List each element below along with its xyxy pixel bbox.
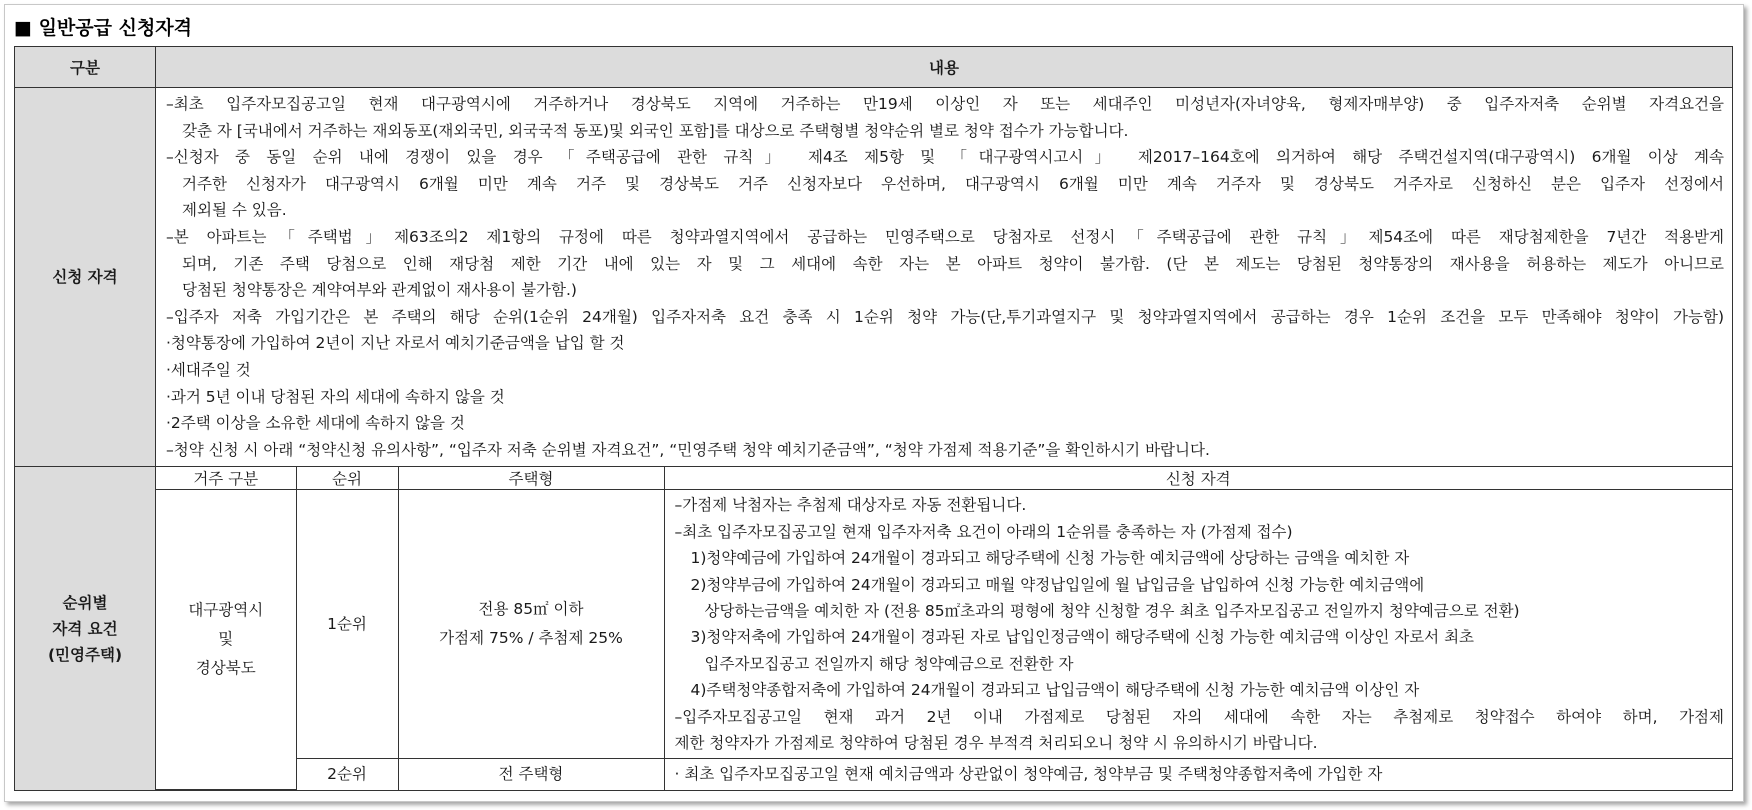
rank1-qualification-cell xyxy=(664,490,1732,759)
eligibility-table xyxy=(14,46,1733,791)
qualification-line: –최초 입주자모집공고일 현재 입주자저축 요건이 아래의 1순위를 충족하는 자 (가점제 접수) xyxy=(674,522,1293,541)
rank1-type-cell: 전용 85㎡ 이하 가점제 75% / 추첨제 25% xyxy=(398,490,664,759)
eligibility-line: 제외될 수 있음. xyxy=(182,201,287,220)
rank2-row xyxy=(156,759,1732,790)
subheader-housing-type: 주택형 xyxy=(398,467,664,490)
eligibility-row xyxy=(15,88,1733,467)
section-title: ■ 일반공급 신청자격 xyxy=(14,17,193,39)
qualification-item: 4)주택청약종합저축에 가입하여 24개월이 경과되고 납입금액이 해당주택에 신청 가능한 예치금액 이상인 자 xyxy=(690,681,1420,700)
header-content: 내용 xyxy=(156,47,1733,88)
eligibility-line: 갖춘 자 [국내에서 거주하는 재외동포(재외국민, 외국국적 동포)및 외국인 포함]를 대상으로 주택형별 청약순위 별로 청약 접수가 가능합니다. xyxy=(182,121,1129,140)
subtable-header-row xyxy=(156,467,1732,490)
eligibility-line: 당첨된 청약통장은 계약여부와 관계없이 재사용이 불가함.) xyxy=(182,281,577,300)
eligibility-line: –신청자 중 동일 순위 내에 경쟁이 있을 경우 「주택공급에 관한 규칙」 제4조 제5항 및 「대구광역시고시」 제2017–164호에 의거하여 해당 주택건설지역(대구광역시) 6개월 이상 계속 xyxy=(166,148,1724,167)
rank-subtable xyxy=(156,467,1732,790)
residence-cell: 대구광역시 및 경상북도 xyxy=(156,490,296,790)
eligibility-line: –최초 입주자모집공고일 현재 대구광역시에 거주하거나 경상북도 지역에 거주하는 만19세 이상인 자 또는 세대주인 미성년자(자녀양육, 형제자매부양) 중 입주자저축 순위별 자격요건을 xyxy=(166,95,1725,113)
qualification-line: –입주자모집공고일 현재 과거 2년 이내 가점제로 당첨된 자의 세대에 속한 자는 추첨제로 청약접수 하여야 하며, 가점제 xyxy=(674,707,1724,726)
eligibility-bullet: ·과거 5년 이내 당첨된 자의 세대에 속하지 않을 것 xyxy=(166,387,505,406)
rank-label: 순위별 자격 요건 (민영주택) xyxy=(15,467,156,791)
rank1-row xyxy=(156,490,1732,759)
qualification-line: 제한 청약자가 가점제로 청약하여 당첨된 경우 부적격 처리되오니 청약 시 유의하시기 바랍니다. xyxy=(674,733,1318,752)
eligibility-content xyxy=(156,88,1733,467)
rank-row xyxy=(15,467,1733,791)
eligibility-bullet: ·세대주일 것 xyxy=(166,360,251,379)
rank2-type-cell: 전 주택형 xyxy=(398,759,664,790)
eligibility-line: –입주자 저축 가입기간은 본 주택의 해당 순위(1순위 24개월) 입주자저축 요건 충족 시 1순위 청약 가능(단,투기과열지구 및 청약과열지역에서 공급하는 경우 1순위 조건을 모두 만족해야 청약이 가능함) xyxy=(166,307,1724,326)
rank1-cell: 1순위 xyxy=(296,490,398,759)
qualification-item: 입주자모집공고 전일까지 해당 청약예금으로 전환한 자 xyxy=(704,654,1074,673)
qualification-line: –가점제 낙첨자는 추첨제 대상자로 자동 전환됩니다. xyxy=(674,496,1027,515)
table-header-row xyxy=(15,47,1733,88)
header-category: 구분 xyxy=(15,47,156,88)
qualification-item: 3)청약저축에 가입하여 24개월이 경과된 자로 납입인정금액이 해당주택에 신청 가능한 예치금액 이상인 자로서 최초 xyxy=(690,628,1475,647)
subheader-residence: 거주 구분 xyxy=(156,467,296,490)
rank-content xyxy=(156,467,1733,791)
eligibility-line: –청약 신청 시 아래 “청약신청 유의사항”, “입주자 저축 순위별 자격요건”, “민영주택 청약 예치기준금액”, “청약 가점제 적용기준”을 확인하시기 바랍니다. xyxy=(166,440,1210,459)
qualification-item: 1)청약예금에 가입하여 24개월이 경과되고 해당주택에 신청 가능한 예치금액에 상당하는 금액을 예치한 자 xyxy=(690,549,1410,568)
subheader-rank: 순위 xyxy=(296,467,398,490)
eligibility-line: 되며, 기존 주택 당첨으로 인해 재당첨 제한 기간 내에 있는 자 및 그 세대에 속한 자는 본 아파트 청약이 불가함. (단 본 제도는 당첨된 청약통장의 재사용을 허용하는 제도가 아니므로 xyxy=(182,254,1724,273)
rank2-cell: 2순위 xyxy=(296,759,398,790)
eligibility-bullet: ·청약통장에 가입하여 2년이 지난 자로서 예치기준금액을 납입 할 것 xyxy=(166,334,625,353)
qualification-item: 상당하는금액을 예치한 자 (전용 85㎡초과의 평형에 청약 신청할 경우 최초 입주자모집공고 전일까지 청약예금으로 전환) xyxy=(704,601,1520,620)
subheader-qualification: 신청 자격 xyxy=(664,467,1732,490)
eligibility-label: 신청 자격 xyxy=(15,88,156,467)
eligibility-line: 거주한 신청자가 대구광역시 6개월 미만 계속 거주 및 경상북도 거주 신청자보다 우선하며, 대구광역시 6개월 미만 계속 거주자 및 경상북도 거주자로 신청하신 분은 입주자 선정에서 xyxy=(182,174,1724,193)
eligibility-bullet: ·2주택 이상을 소유한 세대에 속하지 않을 것 xyxy=(166,414,465,433)
eligibility-line: –본 아파트는「주택법」제63조의2 제1항의 규정에 따른 청약과열지역에서 공급하는 민영주택으로 당첨자로 선정시「주택공급에 관한 규칙」제54조에 따른 재당첨제한을 7년간 적용받게 xyxy=(166,227,1724,246)
qualification-item: 2)청약부금에 가입하여 24개월이 경과되고 매월 약정납입일에 월 납입금을 납입하여 신청 가능한 예치금액에 xyxy=(690,575,1425,594)
rank2-qualification-cell: · 최초 입주자모집공고일 현재 예치금액과 상관없이 청약예금, 청약부금 및 주택청약종합저축에 가입한 자 xyxy=(664,759,1732,790)
